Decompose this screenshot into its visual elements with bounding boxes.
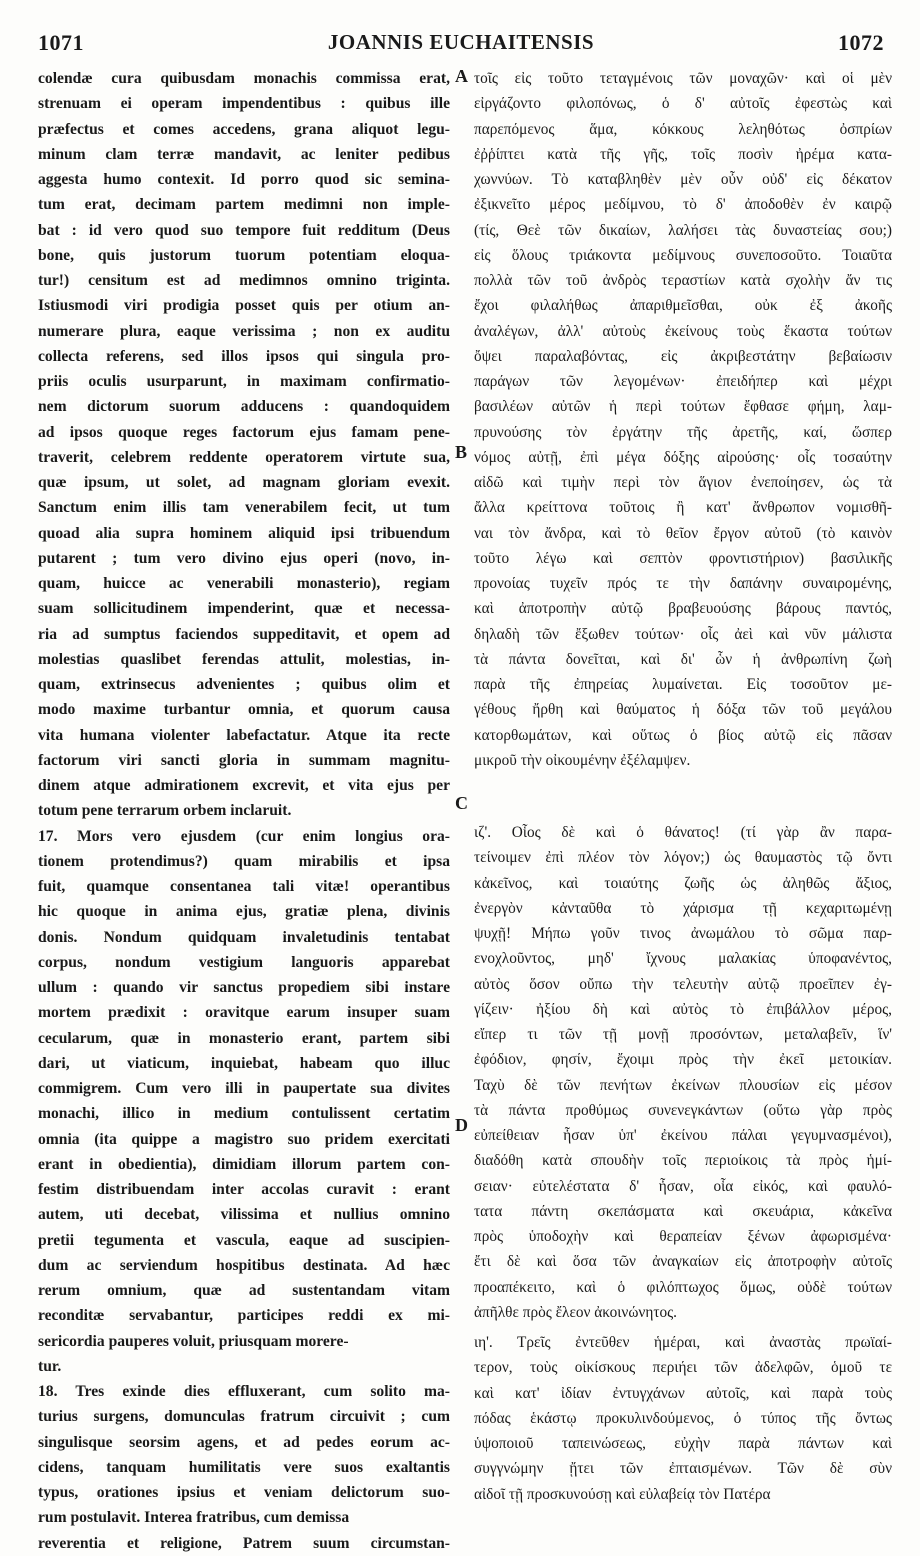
text-line: ria ad sumptus faciendos suppeditavit, et opem ad [38, 625, 450, 643]
text-line: ὑψοποιοῦ ταπεινώσεως, εὐχὴν παρὰ πάντων καὶ [474, 1435, 892, 1452]
text-line: pretii tegumenta et vascula, eaque ad suscipien- [38, 1231, 450, 1249]
text-line: aggesta humo contexit. Id porro quod sic semina- [38, 171, 450, 188]
text-line: tur!) censitum est ad medimnos omnino triginta. [38, 272, 450, 289]
section-marker-c: C [455, 793, 468, 813]
text-line: cecularum, quæ in monasterio erant, partem sibi [38, 1029, 450, 1047]
text-line: colendæ cura quibusdam monachis commissa erat, [38, 70, 450, 87]
text-line: traverit, celebrem reddente operatorem virtute sua, [38, 448, 450, 466]
text-line: ἐνεργὸν κἀνταῦθα τὸ χάρισμα τῇ κεχαριτωμένῃ [474, 899, 892, 917]
text-line: ἄλλα κρείττονα τοῦτοις ἢ κατ' ἄνθρωπον νομισθῆ- [474, 499, 892, 517]
page-number-right: 1072 [838, 30, 884, 55]
section-marker-b: B [455, 442, 468, 462]
text-line: πόδας ἑκάστῳ προκυλινδούμενος, ὁ τύπος τῆς ὄντως [474, 1409, 892, 1427]
text-line: numerare plura, eaque verissima ; non ex auditu [38, 322, 450, 340]
text-line: dinem atque admirationem excrevit, et vita ejus per [38, 777, 450, 794]
section-marker-a: A [455, 66, 468, 86]
running-title: JOANNIS EUCHAITENSIS [327, 30, 595, 54]
text-line: tum erat, decimam partem medimni non imple- [38, 196, 450, 214]
text-line: ἐξικνεῖτο μέρος μεδίμνου, τὸ δ' ἀποδοθὲν ἐν καιρῷ [474, 196, 892, 214]
text-line: strenuam ei operam impendentibus : quibus ille [38, 95, 450, 113]
text-line: διαδόθη κατὰ σπουδὴν τοῖς περιοίκοις τὰ πρὸς ἡμί- [474, 1152, 892, 1170]
text-line: ad ipsos quoque reges factorum ejus famam pene- [38, 423, 450, 441]
text-line: autem, uti decebat, vilissima et nullius omnino [38, 1206, 450, 1224]
text-line: συγγνώμην ᾔτει τῶν ἐπταισμένων. Τῶν δὲ σὺν [474, 1460, 892, 1478]
text-line: quam, extrinsecus advenientes ; quibus olim et [38, 676, 450, 693]
text-line: priis oculis usurparunt, in maximam confirmatio- [38, 373, 450, 390]
text-line: dari, ut viaticum, inquiebat, habeam quo illuc [38, 1054, 450, 1072]
text-line: τοῦτο λέγω καὶ σεπτὸν φροντιστήριον) βασιλικῆς [474, 549, 892, 567]
text-line: προαπέκειτο, καὶ ὁ φιλόπτωχος ὅμως, οὐδὲ τούτων [474, 1278, 892, 1296]
text-line: καὶ ἀποτροπὴν αὐτῷ βραβευούσης βάρους παντός, [474, 600, 892, 618]
text-line: collecta referens, sed illos ipsos qui singula pro- [38, 347, 450, 365]
text-line: εἴπερ τι τῶν τῇ μονῇ προσόντων, μεταλαβεῖν, ἵν' [474, 1026, 892, 1043]
text-line: χωννύων. Τὸ καταβληθὲν μὲν οὖν οὐδ' εἰς δέκατον [474, 171, 892, 188]
text-line: nem dictorum suorum adducens : quandoquidem [38, 398, 450, 416]
text-line: omnia (ita quippe a magistro suo pridem exercitati [38, 1130, 450, 1148]
text-line: bat : id vero quod suo tempore fuit redditum (Deus [38, 221, 450, 239]
text-line: τερον, τοὺς οἰκίσκους περιήει τῶν ἀδελφῶν, ὁμοῦ τε [474, 1359, 892, 1377]
text-line: corpus, nondum vestigium languoris apparebat [38, 953, 450, 971]
text-line: δηλαδὴ τῶν ἔξωθεν τούτων· οἷς ἀεὶ καὶ νῦν μάλιστα [474, 625, 892, 643]
text-line: factorum viri sancti gloria in summam magnitu- [38, 751, 450, 769]
text-line: καὶ κατ' ἰδίαν ἐντυγχάνων αὐτοῖς, καὶ παρὰ τοὺς [474, 1384, 892, 1402]
text-line: αἰδῶ καὶ τιμὴν περὶ τὸν ἅγιον ἐνεποίησεν, ὡς τὰ [474, 474, 892, 491]
text-line: κἀκεῖνος, καὶ τοιαύτης ζωῆς ὡς ἀληθῶς ἄξιος, [474, 874, 892, 892]
text-line: ullum : quando vir sanctus propediem sibi instare [38, 979, 450, 996]
text-line: totum pene terrarum orbem inclaruit. [38, 802, 292, 820]
text-line: ψυχῇ! Μήπω γοῦν τινος ἀνωμάλου τὸ σῶμα παρ- [474, 925, 892, 942]
text-line: Istiusmodi viri prodigia posset quis per otium an- [38, 297, 450, 315]
greek-column-block-1 [474, 66, 892, 773]
text-line: quam, huicce ac venerabili monasterio), regiam [38, 575, 450, 592]
text-line: typus, orationes ipsius et veniam delictorum suo- [38, 1484, 450, 1501]
text-line: rerum omnium, quæ ad sustentandam vitam [38, 1282, 450, 1299]
text-line: βασιλέων αὐτῶν ἡ περὶ τούτων ἔφθασε φήμη, λαμ- [474, 398, 892, 416]
text-line: ἀπῆλθε πρὸς ἔλεον ἀκοινώνητος. [474, 1303, 677, 1321]
latin-column [38, 66, 450, 1556]
text-line: ενοχλοῦντος, μηδ' ἴχνους μαλακίας ὑποφανέντος, [474, 950, 892, 968]
text-line: modo maxime turbantur omnia, et quorum causa [38, 701, 450, 719]
text-line: tur. [38, 1357, 62, 1375]
text-line: rum postulavit. Interea fratribus, cum demissa [38, 1509, 350, 1527]
text-line: ἔτι δὲ καὶ ὅσα τῶν ἀναγκαίων εἰς ἀποτροφὴν αὐτοῖς [474, 1253, 892, 1271]
text-line: quoad alia supra hominem aliquid ipsi tribuendum [38, 524, 450, 542]
text-line: ιζ'. Οἷος δὲ καὶ ὁ θάνατος! (τί γὰρ ἂν παρα- [474, 824, 892, 841]
text-line: 17. Mors vero ejusdem (cur enim longius ora- [38, 827, 450, 845]
text-line: quæ ipsum, ut solet, ad magnam gloriam evexit. [38, 474, 450, 491]
text-line: σειαν· εὐτελέστατα δ' ἦσαν, οἷα εἰκός, καὶ φαυλό- [474, 1177, 892, 1195]
text-line: reconditæ servabantur, participes reddi ex mi- [38, 1307, 450, 1325]
text-line: mortem prædixit : oravitque earum insuper suam [38, 1004, 450, 1022]
text-line: αὐτὸς ὅσον οὔπω τὴν τελευτὴν αὐτῷ προεῖπεν ἐγ- [474, 975, 892, 993]
text-line: εὐπείθειαν ἦσαν ὑπ' ἐκείνου πάλαι γεγυμνασμένοι), [474, 1127, 892, 1144]
text-line: monachi, illico in medium contulissent certatim [38, 1105, 450, 1123]
text-line: donis. Nondum quidquam invaletudinis tentabat [38, 928, 450, 946]
text-line: τατα πάντη σκεπάσματα καὶ σκευάρια, κἀκεῖνα [474, 1202, 892, 1220]
text-line: κατορθωμάτων, καὶ οὕτως ὁ βίος αὐτῷ εἰς πᾶσαν [474, 726, 892, 744]
text-line: τείνοιμεν ἐπὶ πλέον τὸν λόγον;) ὡς θαυμαστὸς τῷ ὄντι [474, 849, 892, 867]
text-line: ναι τὸν ἄνδρα, καὶ τὸ θεῖον ἔργον αὐτοῦ (τὸ καινὸν [474, 524, 892, 542]
text-line: reverentia et religione, Patrem suum circumstan- [38, 1534, 450, 1552]
text-line: bone, quis justorum tuorum potentiam eloqua- [38, 246, 450, 264]
text-line: γέθους ἤρθη καὶ θαύματος ἡ δόξα τῶν τοῦ μεγάλου [474, 701, 892, 719]
text-line: παράγων τῶν λεγομένων· ἐπειδήπερ καὶ μέχρι [474, 373, 892, 390]
text-line: singulisque seorsim agens, et ad pedes eorum ac- [38, 1433, 450, 1451]
text-line: cidens, tanquam humilitatis vere suos exaltantis [38, 1458, 450, 1476]
text-line: ἔχοι φιλαλήθως ἀπαριθμεῖσθαι, οὐκ ἐξ ἀκοῆς [474, 297, 892, 315]
text-line: commigrem. Cum vero illi in paupertate sua divites [38, 1080, 450, 1097]
text-line: εἰς ὅλους τριάκοντα μεδίμνους συνεποσοῦτο. Τοιαῦτα [474, 246, 892, 264]
text-line: τοῖς εἰς τοῦτο τεταγμένοις τῶν μοναχῶν· καὶ οἱ μὲν [474, 70, 892, 87]
text-line: sericordia pauperes voluit, priusquam morere- [38, 1332, 349, 1350]
text-line: erant in obedientia), dimidiam illorum partem con- [38, 1155, 450, 1173]
greek-column-block-2 [474, 820, 892, 1325]
text-line: vita humana violenter labefactatur. Atque ita recte [38, 726, 450, 744]
page-header [38, 30, 884, 64]
text-line: fuit, quamque consentanea tali vitæ! operantibus [38, 878, 450, 895]
text-line: turius surgens, domunculas fratrum circuivit ; cum [38, 1408, 450, 1426]
text-line: dum ac serviendum hospitibus destinata. Ad hæc [38, 1256, 450, 1274]
text-line: 18. Tres exinde dies effluxerant, cum solito ma- [38, 1383, 450, 1400]
text-line: Sanctum enim illis tam venerabilem fecit, ut tum [38, 499, 450, 517]
text-line: γίζειν· ἠξίου δὴ καὶ αὐτὸς τὸ ἐπιβάλλον μέρος, [474, 1000, 892, 1018]
text-line: εἰργάζοντο φιλοπόνως, ὁ δ' αὐτοῖς ἐφεστὼς καὶ [474, 95, 892, 113]
text-line: minum clam terræ mandavit, ac leniter pedibus [38, 145, 450, 163]
section-marker-d: D [455, 1115, 468, 1135]
greek-column-block-3 [474, 1330, 892, 1507]
text-line: præfectus et comes accedens, grana aliquot legu- [38, 120, 450, 138]
text-line: tionem protendimus?) quam mirabilis et ipsa [38, 852, 450, 870]
text-line: πρυνούσης τὸν ἐργάτην τῆς ἀρετῆς, καί, ὥσπερ [474, 423, 892, 441]
text-line: molestias quaslibet ferendas attulit, molestias, in- [38, 650, 450, 668]
text-line: ὄψει παραλαβόντας, εἰς ἀκριβεστάτην βεβαίωσιν [474, 347, 892, 365]
text-line: ἀναλέγων, ἀλλ' αὐτοὺς ἐκείνους τοὺς ἕκαστα τούτων [474, 322, 892, 340]
text-line: μικροῦ τὴν οἰκουμένην ἐξέλαμψεν. [474, 751, 691, 769]
text-line: πολλὰ τῶν τοῦ ἀνδρὸς τεραστίων κατὰ σχολὴν ἄν τις [474, 272, 892, 289]
text-line: (τίς, Θεὲ τῶν δικαίων, λαλήσει τὰς δυναστείας σου;) [474, 221, 892, 239]
text-line: ιη'. Τρεῖς ἐντεῦθεν ἡμέραι, καὶ ἀναστὰς πρωϊαί- [474, 1334, 892, 1351]
text-line: ἐῤῥίπτει κατὰ τῆς γῆς, τοῖς ποσὶν ἠρέμα κατα- [474, 145, 892, 163]
text-line: παρεπόμενος ἅμα, κόκκους λεληθότως ὀσπρίων [474, 120, 892, 138]
text-line: suam sollicitudinem impenderint, quæ et necessa- [38, 600, 450, 618]
text-line: Ταχὺ δὲ τῶν πενήτων ἐκείνων πλουσίων εἰς μέσον [474, 1076, 892, 1094]
text-line: νόμος αὐτῇ, ἐπὶ μέγα δόξης αἰρούσης· οἷς τοσαύτην [474, 448, 892, 466]
text-line: παρὰ τῆς ἐπηρείας λυμαίνεται. Εἰς τοσοῦτον με- [474, 676, 892, 693]
text-line: αἰδοῖ τῇ προσκυνούσῃ καὶ εὐλαβείᾳ τὸν Πατέρα [474, 1485, 771, 1503]
text-line: festim distribuendam inter accolas curavit : erant [38, 1181, 450, 1198]
text-line: προνοίας τυχεῖν πρός τε τὴν δαπάνην συναιρομένης, [474, 575, 892, 592]
text-line: πρὸς ὑποδοχὴν καὶ θεραπείαν ξένων ἀφωρισμένα· [474, 1228, 892, 1245]
text-line: hic quoque in anima ejus, gratiæ plena, divinis [38, 903, 450, 921]
page-number-left: 1071 [38, 30, 84, 55]
text-line: τὰ πάντα προθύμως συνενεγκάντων (οὕτω γὰρ πρὸς [474, 1101, 892, 1119]
text-line: putarent ; tum vero divino ejus operi (novo, in- [38, 549, 450, 567]
text-line: τὰ πάντα δονεῖται, καὶ δι' ὧν ἡ ἀνθρωπίνη ζωὴ [474, 650, 892, 668]
text-line: ἐφόδιον, φησίν, ἔχοιμι πρὸς τὴν ἐκεῖ μετοικίαν. [474, 1051, 892, 1069]
